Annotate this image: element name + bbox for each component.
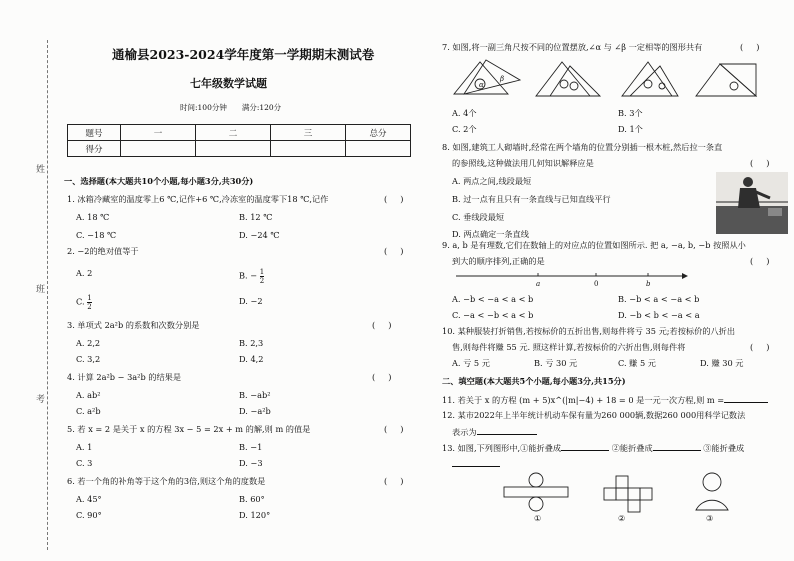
q5-stem: 5. 若 x = 2 是关于 x 的方程 3x − 5 = 2x + m 的解,则 m 的值是: [67, 424, 311, 434]
q13-label-1: ①: [534, 514, 542, 523]
q4-answer-paren[interactable]: ( ): [372, 372, 392, 382]
score-table-header: 题号: [68, 125, 121, 141]
q3-stem: 3. 单项式 2a²b 的系数和次数分别是: [67, 320, 200, 330]
q9-axis-label-zero: 0: [594, 280, 599, 288]
q1-option-c: C. −18 ℃: [76, 230, 117, 240]
score-table-header: 总分: [346, 125, 411, 141]
q13-net-cylinder: [504, 473, 568, 511]
q10-option-c: C. 赚 5 元: [618, 358, 656, 368]
q12-text: 表示为: [452, 427, 477, 437]
q2-answer-paren[interactable]: ( ): [384, 246, 404, 256]
q9-axis-label-b: b: [646, 280, 651, 288]
q6-option-a: A. 45°: [76, 494, 102, 504]
q1-stem: 1. 冰箱冷藏室的温度零上6 ℃,记作+6 ℃,冷冻室的温度零下18 ℃,记作: [67, 194, 329, 204]
q6-option-b: B. 60°: [239, 494, 265, 504]
q9-axis-label-a: a: [536, 280, 541, 288]
q5-option-c: C. 3: [76, 458, 93, 468]
q2-option-b-prefix: B. −: [239, 270, 258, 281]
exam-subtitle: 七年级数学试题: [190, 77, 267, 90]
q6-option-c: C. 90°: [76, 510, 102, 520]
q8-stem-line2: 的参照线,这种做法用几何知识解释应是: [452, 158, 594, 168]
q2-option-d: D. −2: [239, 296, 263, 306]
q2-option-c: [76, 294, 92, 311]
q3-answer-paren[interactable]: ( ): [372, 320, 392, 330]
q7-option-c: C. 2个: [452, 124, 477, 134]
q7-figure-3: [622, 62, 678, 96]
exam-title: 通榆县2023-2024学年度第一学期期末测试卷: [112, 47, 375, 62]
score-cell[interactable]: [121, 141, 196, 157]
q2-c-numerator: 1: [87, 294, 92, 302]
score-table-header: 二: [196, 125, 271, 141]
q6-stem: 6. 若一个角的补角等于这个角的3倍,则这个角的度数是: [67, 476, 266, 486]
q2-b-denominator: 2: [259, 277, 265, 285]
q2-option-a: A. 2: [76, 268, 93, 278]
q1-answer-paren[interactable]: ( ): [384, 194, 404, 204]
q13-stem-line2: [452, 458, 500, 469]
q10-answer-paren[interactable]: ( ): [750, 342, 770, 352]
q10-option-d: D. 赚 30 元: [700, 358, 744, 368]
q4-option-d: D. −a²b: [239, 406, 271, 416]
q7-option-d: D. 1个: [618, 124, 643, 134]
score-table: [67, 124, 411, 157]
q6-option-d: D. 120°: [239, 510, 271, 520]
q1-option-b: B. 12 ℃: [239, 212, 273, 222]
q2-option-c-fraction: [87, 294, 91, 311]
q7-option-a: A. 4个: [452, 108, 477, 118]
q7-beta-label: β: [500, 75, 505, 83]
q3-option-b: B. 2,3: [239, 338, 264, 348]
q2-stem: 2. −2的绝对值等于: [67, 246, 139, 256]
q12-answer-blank[interactable]: [477, 426, 537, 435]
q7-figure-2: [536, 62, 600, 96]
q4-option-b: B. −ab²: [239, 390, 271, 400]
right-column: [440, 0, 790, 561]
q8-option-c: C. 垂线段最短: [452, 212, 505, 222]
q13-net-cone: [696, 473, 728, 510]
q7-figure-4: [696, 64, 756, 96]
q9-number-line: [452, 268, 692, 290]
score-cell[interactable]: [196, 141, 271, 157]
q8-answer-paren[interactable]: ( ): [750, 158, 770, 168]
q13-answer-blank-2[interactable]: [653, 442, 701, 451]
q9-answer-paren[interactable]: ( ): [750, 256, 770, 266]
q1-option-d: D. −24 ℃: [239, 230, 280, 240]
q9-option-b: B. −b < a < −a < b: [618, 294, 700, 304]
binding-margin: [0, 0, 60, 561]
q3-option-c: C. 3,2: [76, 354, 101, 364]
q8-bricklayer-photo: [716, 172, 788, 234]
q9-stem-line1: 9. a, b 是有理数,它们在数轴上的对应点的位置如图所示. 把 a, −a, b, −b 按照从小: [442, 240, 746, 250]
q12-stem-line2: [452, 426, 537, 437]
q13-answer-blank-1[interactable]: [561, 442, 609, 451]
q13-net-cube: [604, 476, 652, 512]
q2-option-c-prefix: C.: [76, 296, 85, 307]
q5-option-b: B. −1: [239, 442, 263, 452]
score-table-header-row: [68, 125, 411, 141]
q13-nets-figure: [500, 470, 740, 516]
q13-label-2: ②: [618, 514, 626, 523]
q13-text-3: ③能折叠成: [703, 443, 745, 453]
score-cell[interactable]: [271, 141, 346, 157]
q13-answer-blank-3[interactable]: [452, 458, 500, 467]
q2-b-numerator: 1: [259, 268, 265, 276]
binding-label-name: 姓: [36, 165, 46, 175]
q2-c-denominator: 2: [87, 303, 92, 311]
q7-option-b: B. 3个: [618, 108, 643, 118]
binding-label-class: 班: [36, 285, 46, 295]
score-cell[interactable]: [346, 141, 411, 157]
q13-label-3: ③: [706, 514, 714, 523]
q2-option-b: [239, 268, 264, 285]
exam-info: 时间:100分钟 满分:120分: [180, 103, 282, 112]
q6-answer-paren[interactable]: ( ): [384, 476, 404, 486]
q7-answer-paren[interactable]: ( ): [740, 42, 760, 52]
q5-answer-paren[interactable]: ( ): [384, 424, 404, 434]
score-table-header: 一: [121, 125, 196, 141]
q8-option-b: B. 过一点有且只有一条直线与已知直线平行: [452, 194, 611, 204]
q13-text-2: ②能折叠成: [611, 443, 653, 453]
q9-option-d: D. −b < b < −a < a: [618, 310, 700, 320]
q13-text-1: 13. 如图,下列图形中,①能折叠成: [442, 443, 562, 453]
q1-option-a: A. 18 ℃: [76, 212, 110, 222]
q5-option-a: A. 1: [76, 442, 93, 452]
score-table-header: 三: [271, 125, 346, 141]
q10-option-a: A. 亏 5 元: [452, 358, 490, 368]
left-column: [62, 0, 414, 561]
q8-stem-line1: 8. 如图,建筑工人砌墙时,经常在两个墙角的位置分别插一根木桩,然后拉一条直: [442, 142, 723, 152]
q7-figure-1: [454, 60, 520, 94]
q4-option-c: C. a²b: [76, 406, 101, 416]
binding-label-exam: 考: [36, 395, 46, 405]
q7-triangle-figures: [450, 56, 770, 102]
q4-stem: 4. 计算 2a²b − 3a²b 的结果是: [67, 372, 182, 382]
q11-text: 11. 若关于 x 的方程 (m + 5)x^(|m|−4) + 18 = 0 是一元一次方程,则 m =: [442, 395, 725, 405]
q9-option-a: A. −b < −a < a < b: [452, 294, 534, 304]
q10-stem-line2: 售,则每件将赚 55 元. 照这样计算,若按标价的六折出售,则每件将: [452, 342, 686, 352]
q3-option-d: D. 4,2: [239, 354, 264, 364]
q11-stem: [442, 394, 768, 405]
q7-stem: 7. 如图,将一副三角尺按不同的位置摆放,∠α 与 ∠β 一定相等的图形共有: [442, 42, 703, 52]
score-table-row: [68, 141, 411, 157]
q13-stem: [442, 442, 744, 453]
q10-stem-line1: 10. 某种服装打折销售,若按标价的五折出售,则每件将亏 35 元;若按标价的八折出: [442, 326, 736, 336]
q2-option-b-fraction: [260, 268, 264, 285]
section2-title: 二、填空题(本大题共5个小题,每小题3分,共15分): [442, 376, 626, 386]
q12-stem-line1: 12. 某市2022年上半年统计机动车保有量为260 000辆,数据260 000用科学记数法: [442, 410, 746, 420]
q8-option-d: D. 两点确定一条直线: [452, 229, 529, 239]
q5-option-d: D. −3: [239, 458, 263, 468]
q8-option-a: A. 两点之间,线段最短: [452, 176, 532, 186]
score-row-label: 得分: [68, 141, 121, 157]
q7-alpha-label: α: [479, 81, 484, 89]
section1-title: 一、选择题(本大题共10个小题,每小题3分,共30分): [64, 176, 254, 186]
q9-stem-line2: 到大的顺序排列,正确的是: [452, 256, 545, 266]
q11-answer-blank[interactable]: [724, 394, 768, 403]
q9-option-c: C. −a < −b < a < b: [452, 310, 534, 320]
q3-option-a: A. 2,2: [76, 338, 101, 348]
binding-line: [47, 40, 48, 550]
q10-option-b: B. 亏 30 元: [534, 358, 578, 368]
q4-option-a: A. ab²: [76, 390, 101, 400]
